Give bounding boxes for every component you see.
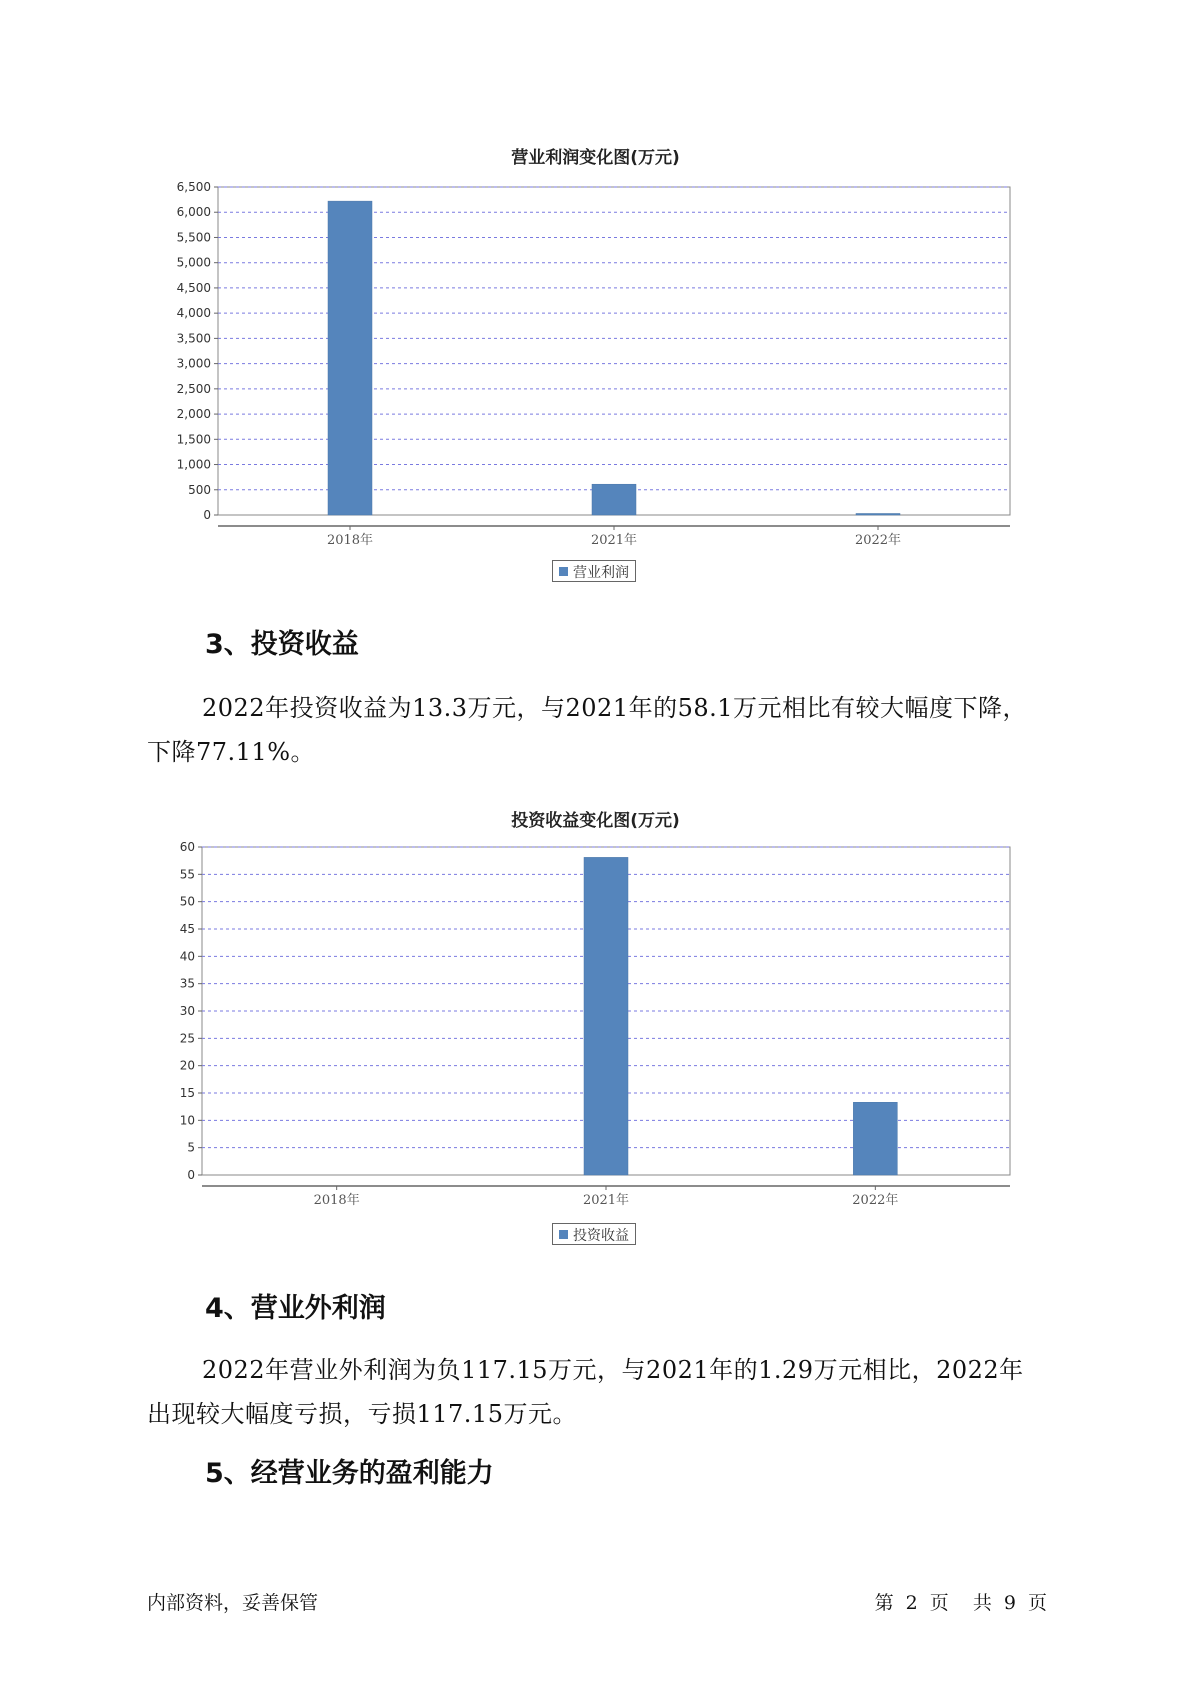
chart1-ytick-label: 2,000 [176, 407, 211, 422]
chart1-xtick-label: 2018年 [326, 533, 374, 548]
footer-page-label-1: 第 [874, 1592, 894, 1614]
section-3-text: 2022年投资收益为13.3万元，与2021年的58.1万元相比有较大幅度下降，下降77.11%。 [147, 694, 1028, 766]
chart2-ytick-label: 15 [179, 1086, 195, 1100]
chart1-ytick-label: 1,500 [176, 432, 211, 447]
chart1-bar [592, 484, 636, 515]
chart1-xtick-label: 2022年 [854, 533, 902, 548]
chart1-legend-swatch [559, 567, 568, 576]
footer-total-label-1: 共 [972, 1592, 992, 1614]
chart1-ytick-label: 2,500 [176, 381, 211, 396]
chart2-ytick-label: 45 [179, 922, 195, 936]
chart1-ytick-label: 5,000 [176, 255, 211, 270]
footer-page-label-2: 页 [929, 1592, 949, 1614]
chart1-legend-label: 营业利润 [573, 565, 629, 581]
chart2-ytick-label: 35 [179, 976, 195, 991]
footer-total-label-2: 页 [1027, 1592, 1047, 1614]
chart2-title: 投资收益变化图(万元) [511, 811, 680, 831]
chart2-ytick-label: 20 [179, 1058, 195, 1073]
footer-page-number: 2 [905, 1592, 918, 1614]
section-3-heading: 3、投资收益 [205, 629, 359, 660]
chart2-xtick-label: 2021年 [582, 1193, 630, 1208]
chart1-title: 营业利润变化图(万元) [511, 148, 680, 168]
chart1-ytick-label: 5,500 [176, 230, 211, 245]
section-5-heading: 5、经营业务的盈利能力 [205, 1458, 494, 1489]
chart1-bar [856, 513, 900, 515]
chart1-bar [328, 201, 372, 515]
chart1-plot [0, 160, 1191, 560]
chart1-ytick-label: 3,500 [176, 331, 211, 346]
chart2-ytick-label: 55 [179, 867, 195, 882]
chart1-ytick-label: 6,500 [176, 180, 211, 194]
chart2-ytick-label: 30 [179, 1004, 195, 1018]
chart1-ytick-label: 3,000 [176, 356, 211, 371]
chart2-legend [552, 1223, 636, 1245]
footer-page-info [869, 1588, 1053, 1615]
chart2-ytick-label: 60 [179, 840, 195, 854]
chart2-ytick-label: 10 [179, 1113, 195, 1128]
chart2-bar [853, 1102, 897, 1175]
chart1-xtick-label: 2021年 [590, 533, 638, 548]
chart1-legend [552, 560, 636, 582]
chart2-bar [584, 857, 628, 1175]
footer-confidential: 内部资料，妥善保管 [147, 1592, 319, 1614]
chart2-ytick-label: 50 [179, 894, 195, 909]
chart1-ytick-label: 6,000 [176, 205, 211, 220]
chart2-ytick-label: 40 [179, 949, 195, 964]
footer-total-number: 9 [1003, 1592, 1016, 1614]
chart2-xtick-label: 2022年 [852, 1193, 899, 1208]
chart1-ytick-label: 0 [203, 508, 211, 522]
chart2-legend-swatch [559, 1230, 568, 1239]
chart2-legend-label: 投资收益 [573, 1228, 629, 1244]
chart1-ytick-label: 1,000 [176, 457, 211, 472]
chart1-ytick-label: 4,500 [176, 280, 211, 295]
chart2-xtick-label: 2018年 [313, 1193, 360, 1208]
chart2-ytick-label: 25 [179, 1031, 195, 1046]
chart2-ytick-label: 0 [187, 1168, 195, 1182]
chart1-ytick-label: 4,000 [176, 306, 211, 321]
section-4-text: 2022年营业外利润为负117.15万元，与2021年的1.29万元相比，2022年出现较大幅度亏损，亏损117.15万元。 [147, 1356, 1024, 1428]
section-4-heading: 4、营业外利润 [205, 1293, 386, 1324]
chart2-plot [0, 820, 1191, 1220]
chart1-ytick-label: 500 [188, 482, 211, 497]
chart2-ytick-label: 5 [187, 1140, 195, 1155]
